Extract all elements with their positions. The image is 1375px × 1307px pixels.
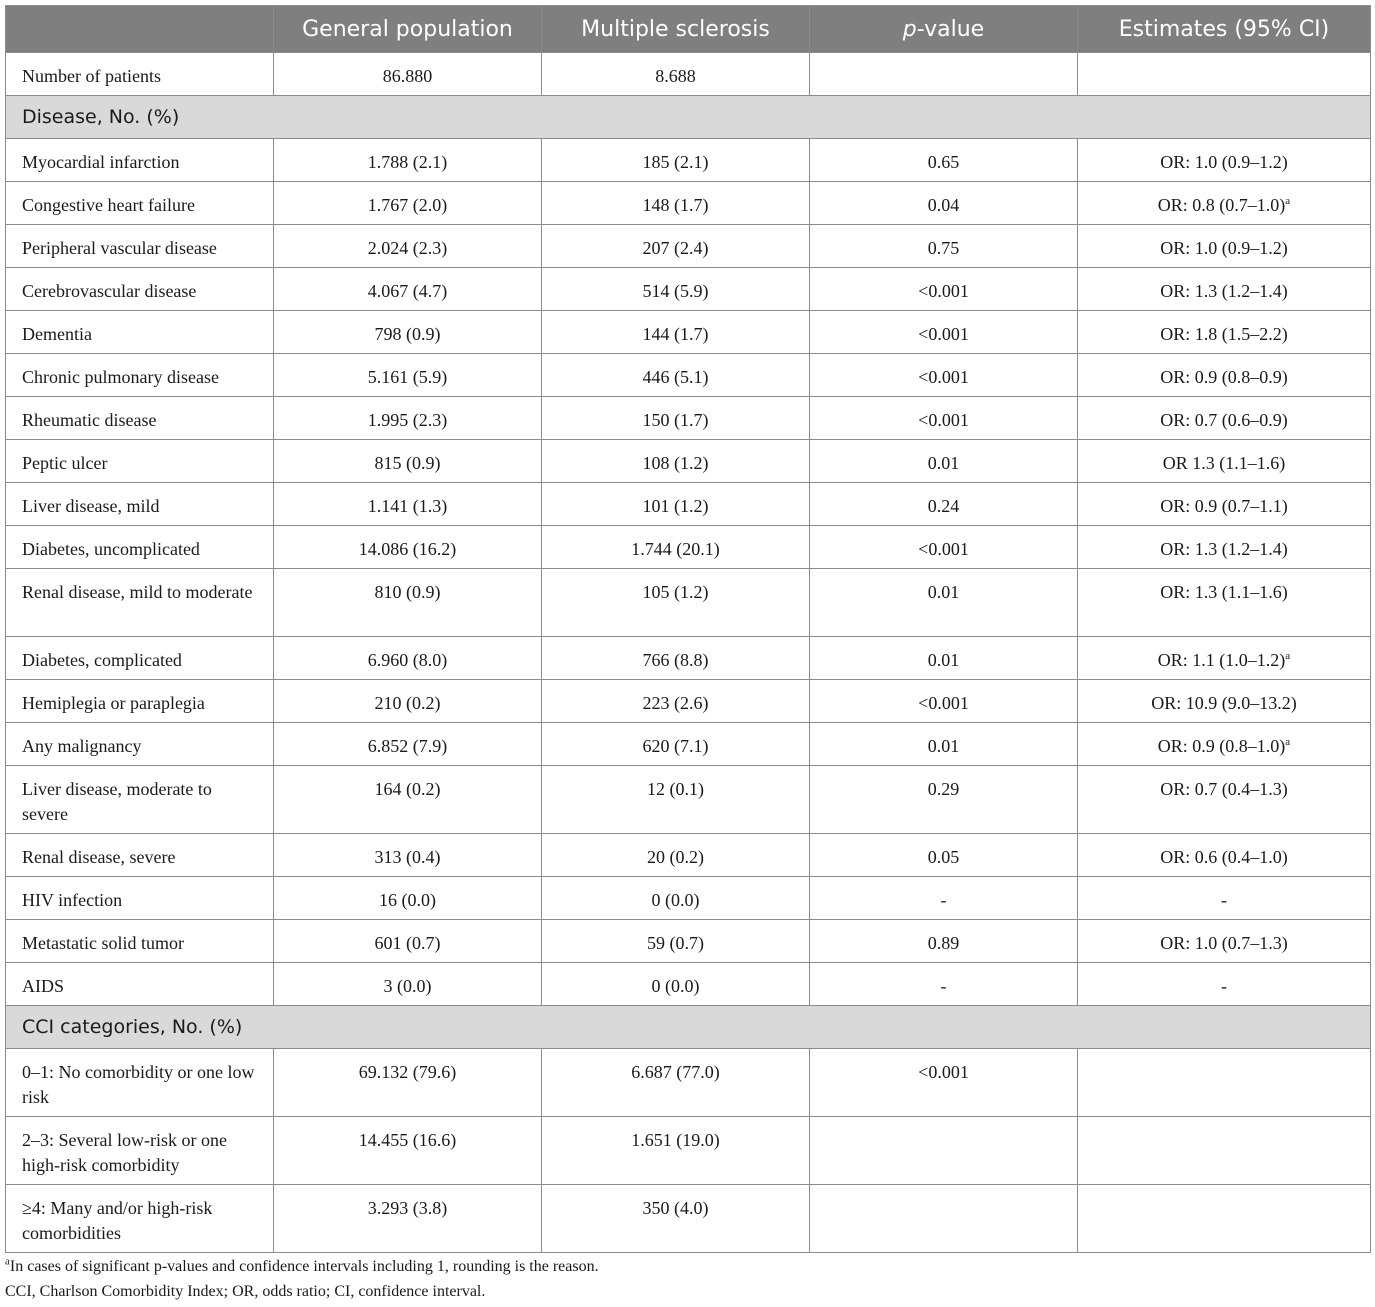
row-label: Number of patients xyxy=(6,53,274,96)
section-row-disease xyxy=(6,96,1371,139)
header-p-value xyxy=(810,6,1078,53)
header-empty xyxy=(6,6,274,53)
cell-general: 3.293 (3.8) xyxy=(274,1185,542,1253)
cell-estimate xyxy=(1078,963,1371,1006)
cell-ms: 1.651 (19.0) xyxy=(542,1117,810,1185)
table-row xyxy=(6,1117,1371,1185)
cell-p: - xyxy=(810,877,1078,920)
cell-estimate xyxy=(1078,920,1371,963)
cell-general: 1.767 (2.0) xyxy=(274,182,542,225)
cell-general: 5.161 (5.9) xyxy=(274,354,542,397)
cell-ms: 223 (2.6) xyxy=(542,680,810,723)
row-label: Liver disease, mild xyxy=(6,483,274,526)
table-row xyxy=(6,354,1371,397)
cell-ms: 101 (1.2) xyxy=(542,483,810,526)
cell-general: 2.024 (2.3) xyxy=(274,225,542,268)
comorbidity-table xyxy=(5,5,1371,1253)
row-label: ≥4: Many and/or high-risk comorbidities xyxy=(6,1185,274,1253)
cell-general: 14.455 (16.6) xyxy=(274,1117,542,1185)
header-multiple-sclerosis: Multiple sclerosis xyxy=(542,6,810,53)
estimate-text: OR: 1.1 (1.0–1.2) xyxy=(1157,650,1286,670)
row-label: AIDS xyxy=(6,963,274,1006)
cell-p: 0.01 xyxy=(810,440,1078,483)
cell-p: 0.01 xyxy=(810,569,1078,637)
estimate-text: OR: 1.0 (0.9–1.2) xyxy=(1160,238,1288,258)
table-row xyxy=(6,182,1371,225)
cell-ms: 0 (0.0) xyxy=(542,877,810,920)
cell-estimate xyxy=(1078,354,1371,397)
cell-estimate xyxy=(1078,834,1371,877)
table-row xyxy=(6,1185,1371,1253)
cell-ms: 6.687 (77.0) xyxy=(542,1049,810,1117)
footnote-marker: a xyxy=(1285,650,1291,662)
cell-p: <0.001 xyxy=(810,1049,1078,1117)
table-row xyxy=(6,268,1371,311)
cell-p xyxy=(810,53,1078,96)
row-label: Cerebrovascular disease xyxy=(6,268,274,311)
cell-general: 4.067 (4.7) xyxy=(274,268,542,311)
footnote-a-text: In cases of significant p-values and confidence intervals including 1, rounding is the reason. xyxy=(9,1258,599,1275)
estimate-text: OR: 1.3 (1.2–1.4) xyxy=(1160,539,1288,559)
cell-ms: 59 (0.7) xyxy=(542,920,810,963)
estimate-text: OR: 0.6 (0.4–1.0) xyxy=(1160,847,1288,867)
section-row-cci xyxy=(6,1006,1371,1049)
cell-general: 798 (0.9) xyxy=(274,311,542,354)
estimate-text: OR: 1.3 (1.2–1.4) xyxy=(1160,281,1288,301)
table-row xyxy=(6,311,1371,354)
cell-general: 1.788 (2.1) xyxy=(274,139,542,182)
cell-estimate xyxy=(1078,526,1371,569)
cell-general: 810 (0.9) xyxy=(274,569,542,637)
table-row xyxy=(6,526,1371,569)
cell-general: 1.995 (2.3) xyxy=(274,397,542,440)
cell-ms: 620 (7.1) xyxy=(542,723,810,766)
header-row xyxy=(6,6,1371,53)
estimate-text: OR: 1.0 (0.9–1.2) xyxy=(1160,152,1288,172)
cell-estimate xyxy=(1078,723,1371,766)
cell-p: 0.05 xyxy=(810,834,1078,877)
cell-p: <0.001 xyxy=(810,311,1078,354)
row-label: Hemiplegia or paraplegia xyxy=(6,680,274,723)
estimate-text: - xyxy=(1221,976,1227,996)
footnote-a-marker: a xyxy=(5,1255,10,1268)
header-general-population: General population xyxy=(274,6,542,53)
cell-estimate xyxy=(1078,225,1371,268)
row-label: Peripheral vascular disease xyxy=(6,225,274,268)
cell-estimate xyxy=(1078,569,1371,637)
cell-general: 16 (0.0) xyxy=(274,877,542,920)
cell-general: 69.132 (79.6) xyxy=(274,1049,542,1117)
cell-estimate xyxy=(1078,182,1371,225)
table-row xyxy=(6,920,1371,963)
row-label: HIV infection xyxy=(6,877,274,920)
cell-p: <0.001 xyxy=(810,680,1078,723)
estimate-text: OR: 10.9 (9.0–13.2) xyxy=(1151,693,1297,713)
cell-estimate xyxy=(1078,1117,1371,1185)
row-label: Chronic pulmonary disease xyxy=(6,354,274,397)
row-label: Rheumatic disease xyxy=(6,397,274,440)
cell-p: 0.01 xyxy=(810,637,1078,680)
cell-ms: 8.688 xyxy=(542,53,810,96)
cell-p: 0.01 xyxy=(810,723,1078,766)
cell-estimate xyxy=(1078,268,1371,311)
footnote-marker: a xyxy=(1285,736,1291,748)
section-title: CCI categories, No. (%) xyxy=(6,1006,1371,1049)
cell-estimate xyxy=(1078,1049,1371,1117)
table-row xyxy=(6,766,1371,834)
table-row xyxy=(6,225,1371,268)
cell-ms: 446 (5.1) xyxy=(542,354,810,397)
cell-estimate xyxy=(1078,53,1371,96)
cell-estimate xyxy=(1078,637,1371,680)
cell-p xyxy=(810,1117,1078,1185)
estimate-text: OR: 1.8 (1.5–2.2) xyxy=(1160,324,1288,344)
cell-p xyxy=(810,1185,1078,1253)
cell-estimate xyxy=(1078,766,1371,834)
cell-ms: 766 (8.8) xyxy=(542,637,810,680)
estimate-text: OR: 0.7 (0.4–1.3) xyxy=(1160,779,1288,799)
header-p-rest: -value xyxy=(916,16,985,42)
estimate-text: OR: 0.9 (0.8–0.9) xyxy=(1160,367,1288,387)
cell-general: 1.141 (1.3) xyxy=(274,483,542,526)
estimate-text: OR: 0.9 (0.8–1.0) xyxy=(1157,736,1286,756)
estimate-text: OR: 0.9 (0.7–1.1) xyxy=(1160,496,1288,516)
row-label: 0–1: No comorbidity or one low risk xyxy=(6,1049,274,1117)
section-title: Disease, No. (%) xyxy=(6,96,1371,139)
cell-p: 0.24 xyxy=(810,483,1078,526)
estimate-text: - xyxy=(1221,890,1227,910)
table-row xyxy=(6,440,1371,483)
cell-ms: 105 (1.2) xyxy=(542,569,810,637)
cell-estimate xyxy=(1078,483,1371,526)
cell-ms: 148 (1.7) xyxy=(542,182,810,225)
cell-general: 6.852 (7.9) xyxy=(274,723,542,766)
cell-p: - xyxy=(810,963,1078,1006)
table-row xyxy=(6,483,1371,526)
header-estimates: Estimates (95% CI) xyxy=(1078,6,1371,53)
row-label: 2–3: Several low-risk or one high-risk comorbidity xyxy=(6,1117,274,1185)
table-container xyxy=(5,5,1370,1253)
table-row xyxy=(6,877,1371,920)
cell-ms: 12 (0.1) xyxy=(542,766,810,834)
cell-ms: 0 (0.0) xyxy=(542,963,810,1006)
cell-p: 0.04 xyxy=(810,182,1078,225)
cell-p: 0.65 xyxy=(810,139,1078,182)
row-label: Congestive heart failure xyxy=(6,182,274,225)
row-label: Metastatic solid tumor xyxy=(6,920,274,963)
table-row xyxy=(6,637,1371,680)
cell-p: <0.001 xyxy=(810,268,1078,311)
cell-p: 0.75 xyxy=(810,225,1078,268)
cell-p: <0.001 xyxy=(810,526,1078,569)
row-label: Liver disease, moderate to severe xyxy=(6,766,274,834)
header-p-italic: p xyxy=(902,16,917,42)
cell-general: 164 (0.2) xyxy=(274,766,542,834)
cell-ms: 108 (1.2) xyxy=(542,440,810,483)
cell-ms: 150 (1.7) xyxy=(542,397,810,440)
cell-general: 313 (0.4) xyxy=(274,834,542,877)
cell-estimate xyxy=(1078,680,1371,723)
estimate-text: OR: 1.0 (0.7–1.3) xyxy=(1160,933,1288,953)
cell-general: 6.960 (8.0) xyxy=(274,637,542,680)
estimate-text: OR: 1.3 (1.1–1.6) xyxy=(1160,582,1288,602)
footnote-abbreviations: CCI, Charlson Comorbidity Index; OR, odds ratio; CI, confidence interval. xyxy=(5,1283,486,1300)
cell-general: 3 (0.0) xyxy=(274,963,542,1006)
cell-estimate xyxy=(1078,1185,1371,1253)
table-row xyxy=(6,139,1371,182)
cell-general: 86.880 xyxy=(274,53,542,96)
cell-estimate xyxy=(1078,139,1371,182)
row-label: Renal disease, severe xyxy=(6,834,274,877)
table-row xyxy=(6,397,1371,440)
estimate-text: OR: 0.7 (0.6–0.9) xyxy=(1160,410,1288,430)
row-label: Myocardial infarction xyxy=(6,139,274,182)
cell-p: 0.89 xyxy=(810,920,1078,963)
row-label: Peptic ulcer xyxy=(6,440,274,483)
table-row xyxy=(6,723,1371,766)
row-label: Diabetes, uncomplicated xyxy=(6,526,274,569)
cell-ms: 1.744 (20.1) xyxy=(542,526,810,569)
table-row xyxy=(6,680,1371,723)
cell-p: <0.001 xyxy=(810,354,1078,397)
cell-estimate xyxy=(1078,440,1371,483)
row-label: Renal disease, mild to moderate xyxy=(6,569,274,637)
cell-ms: 185 (2.1) xyxy=(542,139,810,182)
estimate-text: OR: 0.8 (0.7–1.0) xyxy=(1157,195,1286,215)
cell-p: 0.29 xyxy=(810,766,1078,834)
footnote-a xyxy=(5,1255,599,1276)
cell-general: 210 (0.2) xyxy=(274,680,542,723)
cell-general: 815 (0.9) xyxy=(274,440,542,483)
cell-estimate xyxy=(1078,311,1371,354)
table-row xyxy=(6,1049,1371,1117)
cell-general: 601 (0.7) xyxy=(274,920,542,963)
estimate-text: OR 1.3 (1.1–1.6) xyxy=(1162,453,1286,473)
cell-p: <0.001 xyxy=(810,397,1078,440)
row-label: Diabetes, complicated xyxy=(6,637,274,680)
cell-estimate xyxy=(1078,877,1371,920)
table-row xyxy=(6,834,1371,877)
table-row-patients xyxy=(6,53,1371,96)
row-label: Dementia xyxy=(6,311,274,354)
cell-ms: 20 (0.2) xyxy=(542,834,810,877)
table-row xyxy=(6,963,1371,1006)
row-label: Any malignancy xyxy=(6,723,274,766)
cell-estimate xyxy=(1078,397,1371,440)
table-row xyxy=(6,569,1371,637)
cell-ms: 207 (2.4) xyxy=(542,225,810,268)
cell-ms: 144 (1.7) xyxy=(542,311,810,354)
cell-ms: 350 (4.0) xyxy=(542,1185,810,1253)
footnote-marker: a xyxy=(1285,195,1291,207)
cell-ms: 514 (5.9) xyxy=(542,268,810,311)
cell-general: 14.086 (16.2) xyxy=(274,526,542,569)
